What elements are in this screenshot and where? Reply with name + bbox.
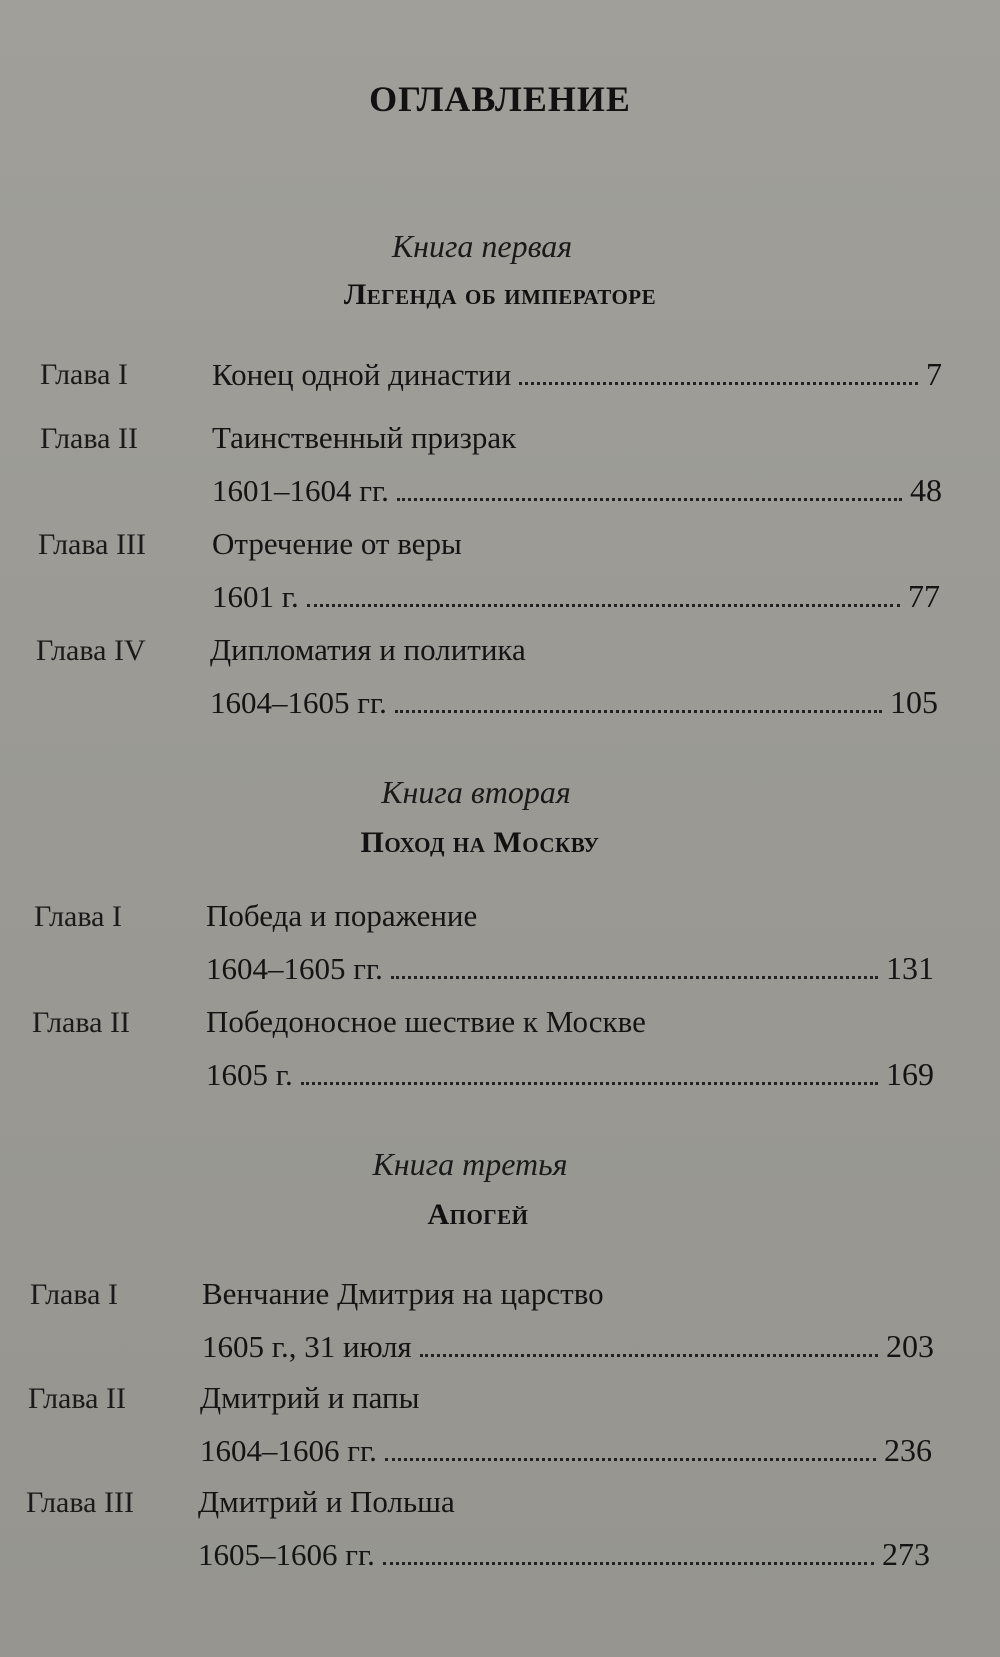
book-1-label: Книга первая <box>391 228 573 264</box>
chapter-label: Глава IV <box>36 634 146 667</box>
chapter-title: Победа и поражение <box>206 898 478 933</box>
chapter-title: Дмитрий и папы <box>200 1380 420 1415</box>
chapter-label: Глава I <box>40 358 128 391</box>
chapter-title: Дипломатия и политика <box>210 632 526 667</box>
chapter-title: Венчание Дмитрия на царство <box>202 1276 604 1311</box>
leader-dots <box>519 381 918 385</box>
chapter-label: Глава II <box>28 1382 126 1415</box>
chapter-dates: 1605 г. <box>206 1057 293 1092</box>
book-3-label: Книга третья <box>372 1146 568 1182</box>
chapter-dates: 1601–1604 гг. <box>212 473 389 508</box>
chapter-line <box>202 1328 934 1365</box>
chapter-dates: 1604–1605 гг. <box>210 685 387 720</box>
leader-dots <box>383 1561 874 1565</box>
leader-dots <box>391 975 878 979</box>
chapter-line <box>212 472 942 509</box>
chapter-line <box>206 1056 934 1093</box>
page-number: 236 <box>884 1432 932 1468</box>
book-2-label: Книга вторая <box>381 774 571 810</box>
chapter-line <box>198 1536 930 1573</box>
chapter-title: Победоносное шествие к Москве <box>206 1004 646 1039</box>
page-number: 203 <box>886 1328 934 1364</box>
chapter-label: Глава I <box>30 1278 118 1311</box>
chapter-dates: 1605 г., 31 июля <box>202 1329 412 1364</box>
chapter-line <box>212 578 940 615</box>
chapter-title: Таинственный призрак <box>212 420 517 455</box>
chapter-label: Глава III <box>26 1486 134 1519</box>
chapter-dates: 1601 г. <box>212 579 299 614</box>
leader-dots <box>395 709 882 713</box>
page-number: 273 <box>882 1536 930 1572</box>
chapter-line <box>212 356 942 393</box>
book-1-title: Легенда об императоре <box>343 278 657 311</box>
page-number: 105 <box>890 684 938 720</box>
chapter-title: Дмитрий и Польша <box>198 1484 455 1519</box>
chapter-dates: 1604–1605 гг. <box>206 951 383 986</box>
chapter-line <box>210 684 938 721</box>
chapter-dates: 1605–1606 гг. <box>198 1537 375 1572</box>
leader-dots <box>397 497 902 501</box>
page-number: 169 <box>886 1056 934 1092</box>
toc-heading: ОГЛАВЛЕНИЕ <box>369 79 631 119</box>
page-number: 77 <box>908 578 940 614</box>
chapter-label: Глава I <box>34 900 122 933</box>
chapter-label: Глава III <box>38 528 146 561</box>
chapter-title: Конец одной династии <box>212 357 512 392</box>
chapter-line <box>200 1432 932 1469</box>
chapter-label: Глава II <box>40 422 138 455</box>
leader-dots <box>385 1457 876 1461</box>
leader-dots <box>307 603 900 607</box>
page-number: 7 <box>926 356 942 392</box>
chapter-line <box>206 950 934 987</box>
leader-dots <box>420 1353 878 1357</box>
leader-dots <box>301 1081 878 1085</box>
chapter-label: Глава II <box>32 1006 130 1039</box>
page-number: 48 <box>910 472 942 508</box>
chapter-dates: 1604–1606 гг. <box>200 1433 377 1468</box>
chapter-title: Отречение от веры <box>212 526 462 561</box>
book-2-title: Поход на Москву <box>360 826 600 859</box>
page-number: 131 <box>886 950 934 986</box>
book-3-title: Апогей <box>427 1198 529 1231</box>
